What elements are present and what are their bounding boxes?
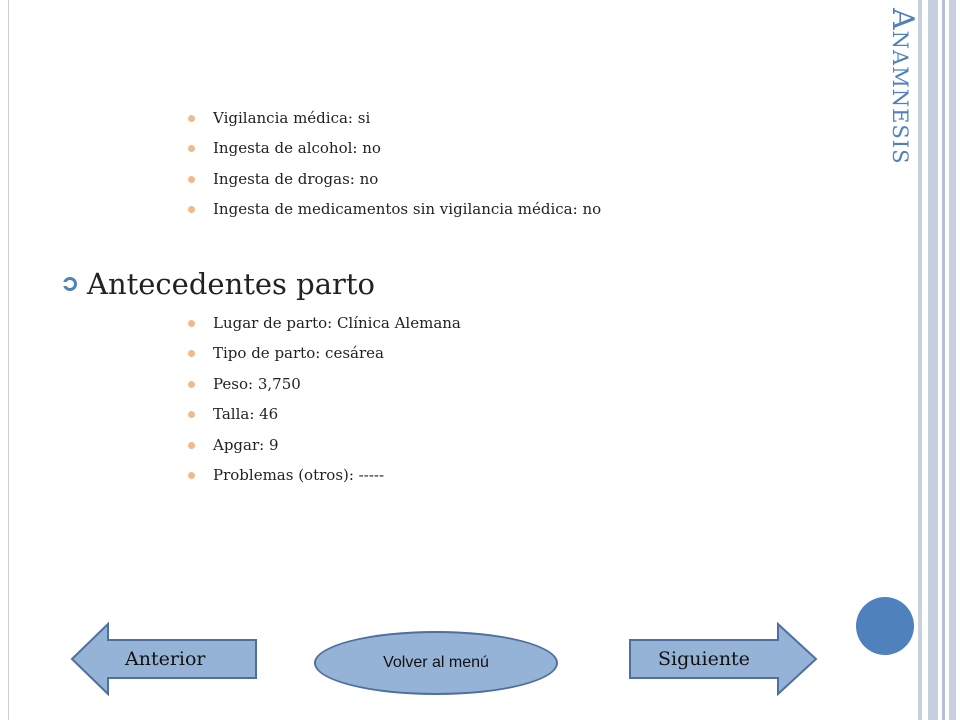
list-item [188, 435, 461, 465]
slide-title-text: Anamnesis [885, 8, 920, 165]
previous-button[interactable] [70, 622, 260, 696]
list-item-text: Tipo de parto: cesárea [213, 344, 384, 363]
list-item-text: Peso: 3,750 [213, 374, 301, 393]
list-item-text: Lugar de parto: Clínica Alemana [213, 314, 461, 332]
slide-title-vertical [884, 8, 924, 228]
dot-bullet-icon [188, 145, 195, 152]
dot-bullet-icon [188, 115, 195, 122]
dot-bullet-icon [188, 176, 195, 183]
list-item-text: Problemas (otros): ----- [213, 465, 385, 484]
back-to-menu-label: Volver al menú [383, 654, 489, 671]
decorative-circle [856, 597, 914, 655]
list-item-text: Ingesta de medicamentos sin vigilancia médica: no [213, 200, 602, 219]
stripe [928, 0, 938, 720]
list-item [188, 313, 461, 343]
list-item [188, 199, 601, 229]
dot-bullet-icon [188, 472, 195, 479]
list-item [188, 138, 601, 168]
list-item-text: Ingesta de drogas: no [213, 169, 379, 188]
stripe [949, 0, 956, 720]
dot-bullet-icon [188, 206, 195, 213]
list-item [188, 465, 461, 495]
ring-bullet-icon [63, 277, 77, 291]
birth-history-list [188, 313, 461, 495]
list-item [188, 374, 461, 404]
dot-bullet-icon [188, 350, 195, 357]
back-to-menu-button[interactable] [314, 631, 558, 695]
next-button-label: Siguiente [658, 648, 750, 670]
next-button[interactable] [628, 622, 818, 696]
left-border-rule [8, 0, 9, 720]
section-heading [60, 262, 375, 306]
list-item-text: Talla: 46 [213, 405, 279, 424]
section-heading-text: Antecedentes parto [87, 267, 375, 301]
list-item [188, 343, 461, 373]
dot-bullet-icon [188, 320, 195, 327]
list-item [188, 108, 601, 138]
stripe [942, 0, 945, 720]
list-item-text: Apgar: 9 [213, 435, 279, 454]
list-item-text: Vigilancia médica: si [213, 109, 371, 127]
pregnancy-habits-list [188, 108, 601, 230]
list-item [188, 169, 601, 199]
dot-bullet-icon [188, 442, 195, 449]
dot-bullet-icon [188, 411, 195, 418]
right-decorative-stripes [918, 0, 960, 720]
previous-button-label: Anterior [125, 648, 206, 670]
list-item-text: Ingesta de alcohol: no [213, 139, 381, 158]
dot-bullet-icon [188, 381, 195, 388]
list-item [188, 404, 461, 434]
